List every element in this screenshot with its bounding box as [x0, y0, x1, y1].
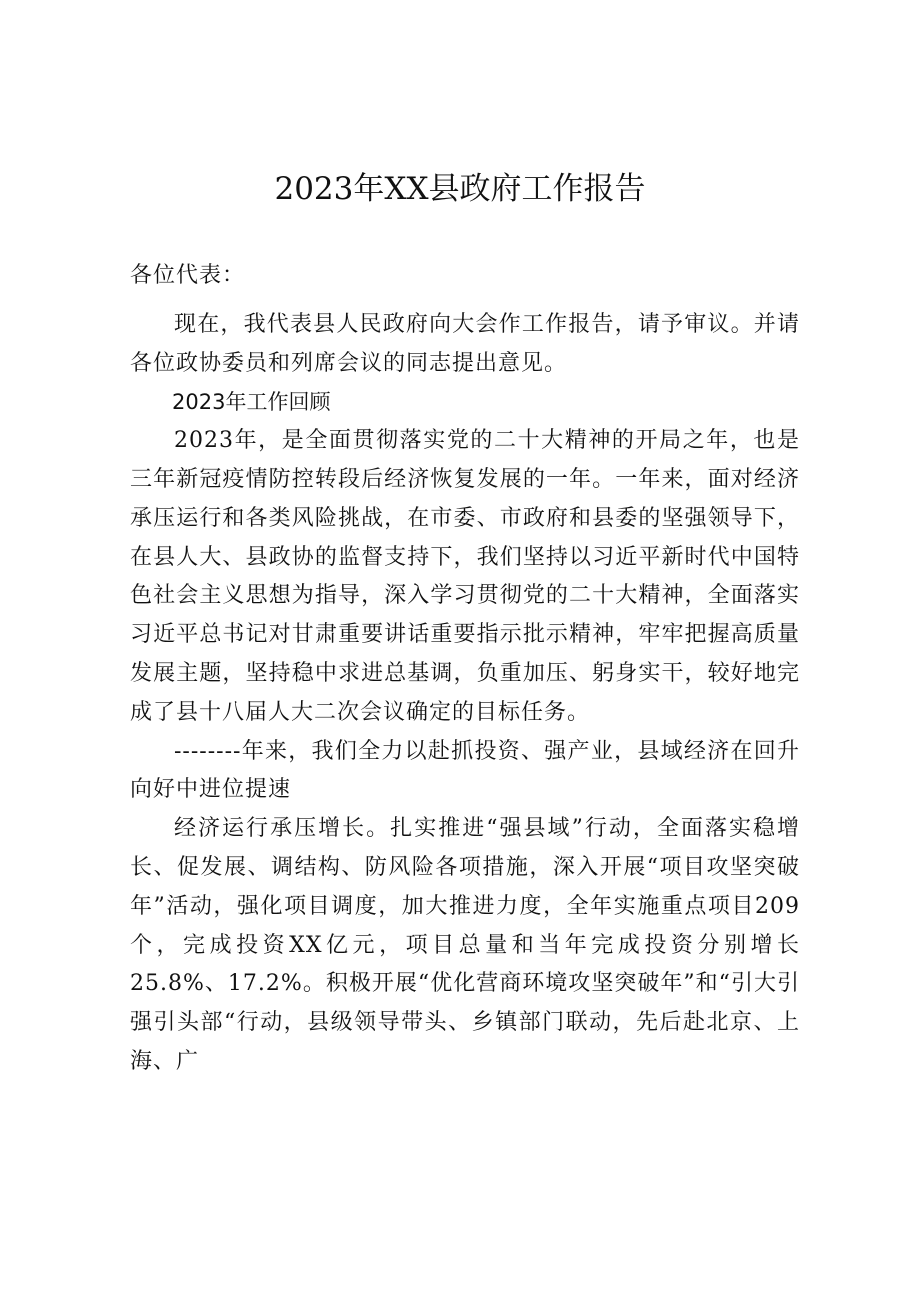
subheading-paragraph: --------年来，我们全力以赴抓投资、强产业，县域经济在回升向好中进位提速	[130, 738, 800, 803]
opening-paragraph: 现在，我代表县人民政府向大会作工作报告，请予审议。并请各位政协委员和列席会议的同志提出意见。	[130, 311, 800, 376]
salutation: 各位代表：	[130, 263, 246, 288]
section-heading: 2023年工作回顾	[172, 390, 331, 415]
document-title: 2023年XX县政府工作报告	[274, 171, 646, 207]
document-body	[130, 257, 800, 1082]
review-paragraph: 2023年，是全面贯彻落实党的二十大精神的开局之年，也是三年新冠疫情防控转段后经济恢复发展的一年。一年来，面对经济承压运行和各类风险挑战，在市委、市政府和县委的坚强领导下，在县人大、县政协的监督支持下，我们坚持以习近平新时代中国特色社会主义思想为指导，深入学习贯彻党的二十大精神，全面落实习近平总书记对甘肃重要讲话重要指示批示精神，牢牢把握高质量发展主题，坚持稳中求进总基调，负重加压、躬身实干，较好地完成了县十八届人大二次会议确定的目标任务。	[130, 428, 800, 725]
economy-paragraph: 经济运行承压增长。扎实推进“强县域”行动，全面落实稳增长、促发展、调结构、防风险各项措施，深入开展“项目攻坚突破年”活动，强化项目调度，加大推进力度，全年实施重点项目209个，完成投资XX亿元，项目总量和当年完成投资分别增长25.8%、17.2%。积极开展“优化营商环境攻坚突破年”和“引大引强引头部“行动，县级领导带头、乡镇部门联动，先后赴北京、上海、广	[130, 816, 800, 1074]
